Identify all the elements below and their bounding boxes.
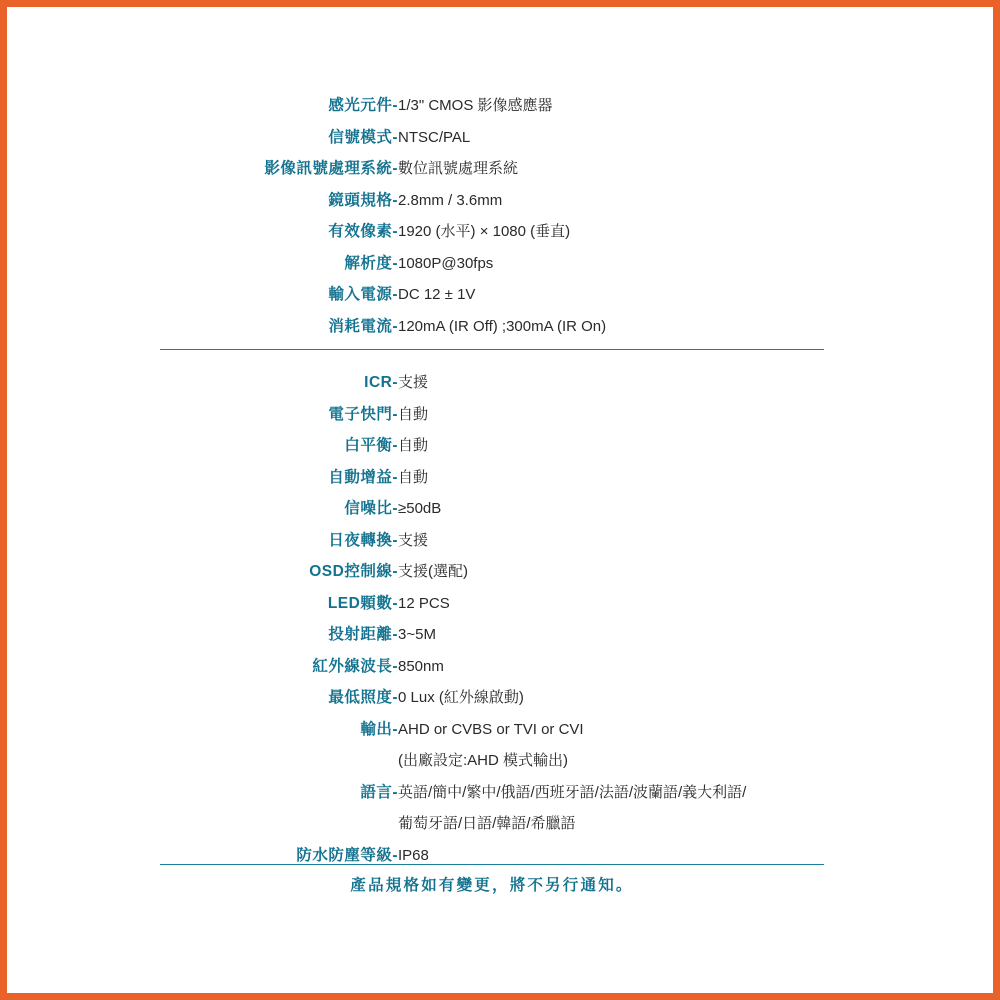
spec-value	[398, 619, 824, 651]
spec-value-line: 3~5M	[398, 626, 436, 643]
spec-value-line: 自動	[398, 468, 429, 486]
table-row	[160, 399, 824, 431]
spec-value-line: 850nm	[398, 657, 444, 675]
table-row	[160, 588, 824, 620]
spec-label: 白平衡-	[344, 437, 398, 454]
spec-label: 輸出-	[360, 720, 398, 738]
section-divider	[160, 349, 824, 350]
spec-label: 解析度-	[344, 254, 398, 272]
function-spec-table	[160, 367, 824, 871]
spec-label: 影像訊號處理系統-	[264, 160, 398, 177]
sensor-spec-table	[160, 90, 824, 342]
spec-value-line: 支援	[398, 531, 429, 549]
table-row	[160, 556, 824, 588]
spec-value	[398, 367, 824, 399]
table-row	[160, 279, 824, 311]
spec-label: 紅外線波長-	[312, 657, 398, 675]
spec-value	[398, 90, 824, 122]
table-row	[160, 462, 824, 494]
spec-value	[398, 714, 824, 777]
spec-value	[398, 216, 824, 248]
spec-label: 信號模式-	[328, 128, 398, 146]
spec-label: 防水防塵等級-	[296, 846, 398, 864]
spec-value	[398, 279, 824, 311]
table-row	[160, 651, 824, 683]
spec-value-line: 自動	[398, 437, 429, 454]
spec-value	[398, 588, 824, 620]
table-row	[160, 90, 824, 122]
spec-value	[398, 185, 824, 217]
spec-label: LED顆數-	[327, 594, 398, 612]
spec-label: 投射距離-	[328, 626, 398, 643]
table-row	[160, 525, 824, 557]
spec-value-line: NTSC/PAL	[398, 128, 471, 146]
spec-value	[398, 462, 824, 494]
table-row	[160, 216, 824, 248]
function-spec-rows	[160, 367, 824, 871]
spec-value-extra-line: (出廠設定:AHD 模式輸出)	[398, 752, 568, 769]
spec-value-line: 英語/簡中/繁中/俄語/西班牙語/法語/波蘭語/義大利語/	[398, 783, 747, 801]
table-row	[160, 153, 824, 185]
spec-value	[398, 556, 824, 588]
spec-value-line: 支援	[398, 374, 429, 391]
spec-label: 語言-	[360, 783, 398, 801]
table-row	[160, 493, 824, 525]
footer-divider	[160, 864, 824, 865]
spec-value-line: 數位訊號處理系統	[398, 160, 519, 177]
table-row	[160, 430, 824, 462]
table-row	[160, 840, 824, 872]
table-row	[160, 185, 824, 217]
spec-value-line: 120mA (IR Off) ;300mA (IR On)	[398, 317, 607, 335]
spec-label: 感光元件-	[328, 97, 398, 114]
spec-value	[398, 122, 824, 154]
spec-value	[398, 651, 824, 683]
table-row	[160, 367, 824, 399]
spec-value-line: 1920 (水平) × 1080 (垂直)	[398, 223, 571, 240]
spec-value-extra-line: 葡萄牙語/日語/韓語/希臘語	[398, 815, 576, 832]
spec-value-line: 12 PCS	[398, 594, 450, 612]
spec-value	[398, 840, 824, 872]
spec-value	[398, 525, 824, 557]
spec-value	[398, 430, 824, 462]
table-row	[160, 777, 824, 840]
table-row	[160, 682, 824, 714]
spec-value-line: IP68	[398, 846, 429, 864]
spec-label: 日夜轉換-	[328, 531, 398, 549]
spec-value-line: 支援(選配)	[398, 563, 468, 580]
spec-value	[398, 777, 824, 840]
sensor-spec-rows	[160, 90, 824, 342]
table-row	[160, 619, 824, 651]
spec-value-line: AHD or CVBS or TVI or CVI	[398, 720, 584, 738]
spec-label: 鏡頭規格-	[328, 191, 398, 209]
spec-value	[398, 399, 824, 431]
spec-value-line: 0 Lux (紅外線啟動)	[398, 689, 524, 706]
spec-value-line: ≥50dB	[398, 500, 442, 517]
spec-value	[398, 311, 824, 343]
spec-label: 電子快門-	[328, 405, 398, 423]
spec-label: OSD控制線-	[309, 563, 398, 580]
spec-value-line: DC 12 ± 1V	[398, 286, 476, 303]
table-row	[160, 311, 824, 343]
spec-value-line: 1/3" CMOS 影像感應器	[398, 97, 553, 114]
spec-label: 有效像素-	[328, 223, 398, 240]
table-row	[160, 248, 824, 280]
footer-note: 產品規格如有變更，將不另行通知。	[350, 877, 634, 894]
spec-label: 最低照度-	[328, 689, 398, 706]
spec-label: 信噪比-	[344, 500, 398, 517]
spec-value	[398, 153, 824, 185]
spec-value-line: 2.8mm / 3.6mm	[398, 191, 503, 209]
spec-label: ICR-	[364, 374, 398, 391]
spec-value	[398, 248, 824, 280]
spec-value	[398, 682, 824, 714]
spec-value-line: 1080P@30fps	[398, 254, 494, 272]
table-row	[160, 714, 824, 777]
spec-label: 消耗電流-	[328, 317, 398, 335]
spec-label: 自動增益-	[328, 468, 398, 486]
table-row	[160, 122, 824, 154]
spec-value-line: 自動	[398, 405, 429, 423]
spec-label: 輸入電源-	[328, 286, 398, 303]
spec-value	[398, 493, 824, 525]
